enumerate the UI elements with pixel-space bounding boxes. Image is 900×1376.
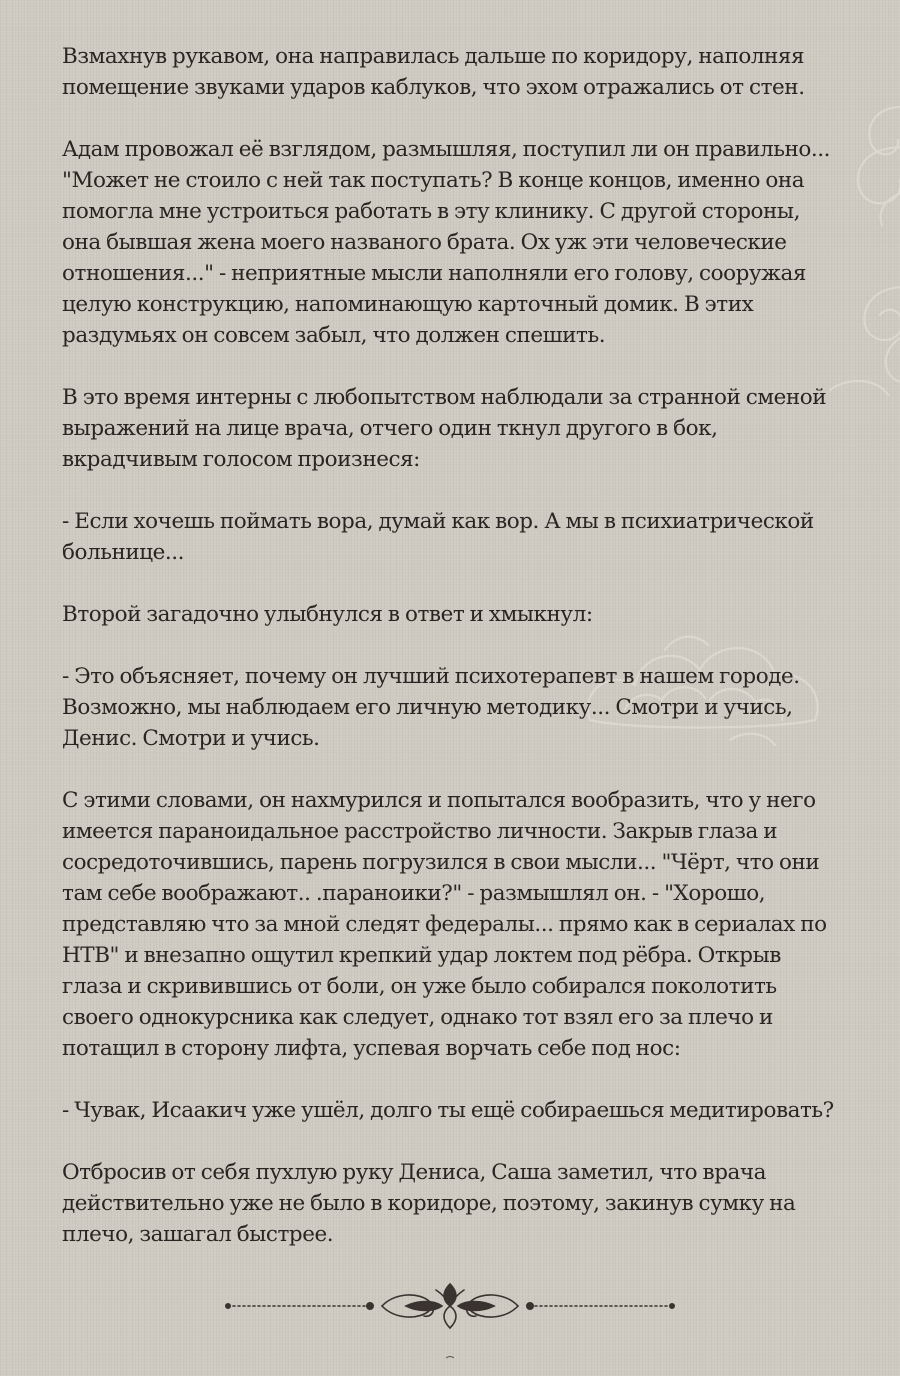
paragraph-5: Второй загадочно улыбнулся в ответ и хмыкнул: — [62, 602, 593, 627]
paragraph-3: В это время интерны с любопытством наблюдали за странной сменой выражений на лице врача, отчего один ткнул другого в бок, вкрадчивым голосом произнеся: — [62, 385, 827, 472]
flourish-divider-icon — [220, 1278, 680, 1330]
paragraph-6: - Это объясняет, почему он лучший психотерапевт в нашем городе. Возможно, мы наблюдаем его личную методику... Смотри и учись, Денис. Смотри и учись. — [62, 664, 800, 751]
paragraph-8: - Чувак, Исаакич уже ушёл, долго ты ещё собираешься медитировать? — [62, 1098, 834, 1123]
paragraph-1: Взмахнув рукавом, она направилась дальше по коридору, наполняя помещение звуками ударов каблуков, что эхом отражались от стен. — [62, 44, 805, 100]
page-mark-icon — [446, 1356, 454, 1359]
paragraph-2: Адам провожал её взглядом, размышляя, поступил ли он правильно... "Может не стоило с ней так поступать? В конце концов, именно она помогла мне устроиться работать в эту клинику. С другой стороны, она бывшая жена моего названого брата. Ох уж эти человеческие отношения..." - неприятные мысли наполняли его голову, сооружая целую конструкцию, напоминающую карточный домик. В этих раздумьях он совсем забыл, что должен спешить. — [62, 137, 831, 348]
story-text — [62, 41, 882, 1250]
paragraph-9: Отбросив от себя пухлую руку Дениса, Саша заметил, что врача действительно уже не было в коридоре, поэтому, закинув сумку на плечо, зашагал быстрее. — [62, 1160, 796, 1247]
paragraph-4: - Если хочешь поймать вора, думай как вор. А мы в психиатрической больнице... — [62, 509, 814, 565]
paragraph-7: С этими словами, он нахмурился и попытался вообразить, что у него имеется параноидальное расстройство личности. Закрыв глаза и сосредоточившись, парень погрузился в свои мысли... "Чёрт, что они там себе воображают.. .параноики?" - размышлял он. - "Хорошо, представляю что за мной следят федералы... прямо как в сериалах по НТВ" и внезапно ощутил крепкий удар локтем под рёбра. Открыв глаза и скривившись от боли, он уже было собирался поколотить своего однокурсника как следует, однако тот взял его за плечо и потащил в сторону лифта, успевая ворчать себе под нос: — [62, 788, 827, 1061]
